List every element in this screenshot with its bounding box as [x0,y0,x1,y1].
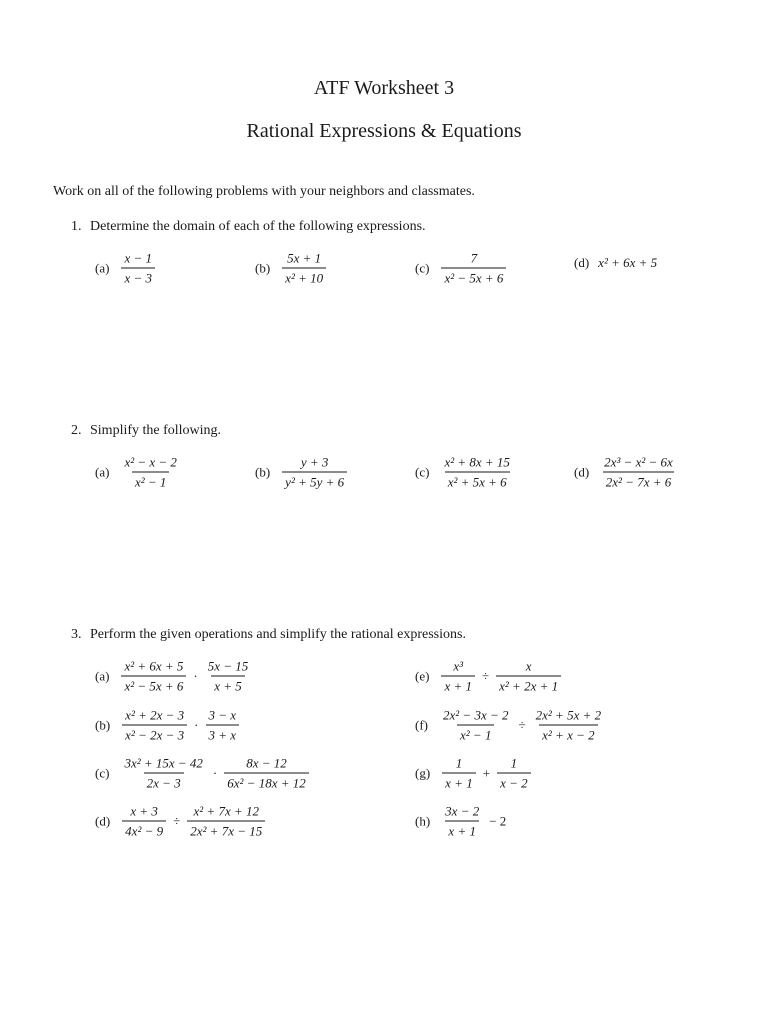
problem-3h [415,804,510,839]
problem-3e [415,659,564,694]
fraction [224,756,308,791]
denominator: x² + 5x + 6 [445,472,510,490]
problem-label: (c) [415,464,430,479]
problem-1a [95,251,158,286]
fraction [441,251,506,286]
numerator: x [525,658,532,674]
trailing-term: − 2 [489,813,507,828]
fraction [206,708,240,743]
numerator: 3x² + 15x − 42 [124,755,203,771]
problem-3d [95,804,268,839]
question-3-heading [71,627,466,643]
fraction [442,756,476,791]
numerator: x² + 6x + 5 [124,658,184,674]
worksheet-subtitle: Rational Expressions & Equations [246,120,522,142]
numerator: 1 [455,755,463,771]
problem-3b [95,708,242,743]
fraction [121,659,186,694]
numerator: y + 3 [300,454,329,470]
problem-3f [415,708,607,743]
intro-text: Work on all of the following problems with your neighbors and classmates. [53,184,475,199]
problem-2b [255,455,350,490]
numerator: 1 [510,755,518,771]
numerator: 2x² + 5x + 2 [535,707,602,723]
denominator: x + 1 [442,773,476,791]
fraction [121,251,155,286]
question-number: 3. [71,627,82,642]
denominator: x² − 2x − 3 [122,725,187,743]
denominator: 2x² + 7x − 15 [187,821,265,839]
problem-label: (d) [95,813,111,828]
numerator: x² + 7x + 12 [193,803,259,819]
denominator: x² + x − 2 [539,725,597,743]
problem-2d [574,455,679,490]
problem-1d [574,255,657,271]
denominator: x² − 1 [457,725,494,743]
fraction [533,708,604,743]
question-number: 2. [71,423,82,438]
numerator: 5x − 15 [207,658,249,674]
question-prompt: Determine the domain of each of the following expressions. [90,219,426,234]
problem-label: (g) [415,765,431,780]
problem-label: (h) [415,813,431,828]
problem-label: (a) [95,260,110,275]
problem-3a [95,659,254,694]
operator: ÷ [481,668,490,683]
numerator: x² + 2x − 3 [125,707,185,723]
numerator: 2x² − 3x − 2 [443,707,509,723]
fraction [282,251,326,286]
fraction [441,455,512,490]
numerator: 8x − 12 [246,755,287,771]
problem-1b [255,251,329,286]
problem-label: (f) [415,717,428,732]
denominator: x − 2 [497,773,531,791]
denominator: y² + 5y + 6 [282,472,347,490]
numerator: 2x³ − x² − 6x [604,454,673,470]
fraction [601,455,676,490]
fraction [121,756,205,791]
worksheet-title: ATF Worksheet 3 [313,77,455,99]
problem-label: (b) [255,260,271,275]
operator: ÷ [518,717,526,732]
question-prompt: Perform the given operations and simplify the rational expressions. [90,627,466,642]
fraction [121,455,179,490]
denominator: x² − 5x + 6 [121,676,186,694]
operator: · [194,717,199,732]
problem-label: (b) [255,464,271,479]
fraction [122,804,166,839]
question-2-heading [71,423,221,439]
problem-label: (d) [574,255,590,270]
fraction [496,659,561,694]
numerator: x + 3 [130,803,158,819]
denominator: x + 1 [441,676,475,694]
denominator: 4x² − 9 [122,821,166,839]
fraction [497,756,531,791]
fraction [440,708,511,743]
fraction [187,804,265,839]
problem-label: (b) [95,717,111,732]
question-prompt: Simplify the following. [90,423,222,438]
problem-2c [415,455,516,490]
problem-label: (a) [95,464,110,479]
fraction [122,708,187,743]
numerator: 5x + 1 [287,250,322,266]
numerator: x² − x − 2 [124,454,177,470]
question-number: 1. [71,219,82,234]
fraction [441,659,475,694]
numerator: x − 1 [124,250,152,266]
denominator: x + 5 [211,676,245,694]
numerator: 3 − x [208,707,237,723]
fraction [282,455,347,490]
problem-label: (c) [95,765,110,780]
numerator: 3x − 2 [445,803,480,819]
denominator: x − 3 [121,268,155,286]
fraction [205,659,252,694]
problem-label: (d) [574,464,590,479]
operator: + [482,765,491,780]
denominator: 2x² − 7x + 6 [603,472,674,490]
problem-3g [415,756,534,791]
denominator: 3 + x [206,725,240,743]
numerator: x³ [453,658,464,674]
denominator: x² + 10 [282,268,326,286]
operator: · [212,765,218,780]
denominator: x + 1 [445,821,479,839]
problem-label: (a) [95,668,110,683]
denominator: 2x − 3 [144,773,184,791]
expression: x² + 6x + 5 [598,255,658,270]
problem-2a [95,455,183,490]
denominator: x² + 2x + 1 [496,676,561,694]
operator: ÷ [173,813,181,828]
problem-3c [95,756,312,791]
problem-label: (c) [415,260,430,275]
denominator: 6x² − 18x + 12 [224,773,308,791]
problem-1c [415,251,509,286]
denominator: x² − 1 [132,472,169,490]
problem-label: (e) [415,668,430,683]
fraction [442,804,482,839]
numerator: x² + 8x + 15 [444,454,510,470]
question-1-heading [71,219,426,235]
denominator: x² − 5x + 6 [441,268,506,286]
operator: · [193,668,198,683]
numerator: 7 [470,250,478,266]
